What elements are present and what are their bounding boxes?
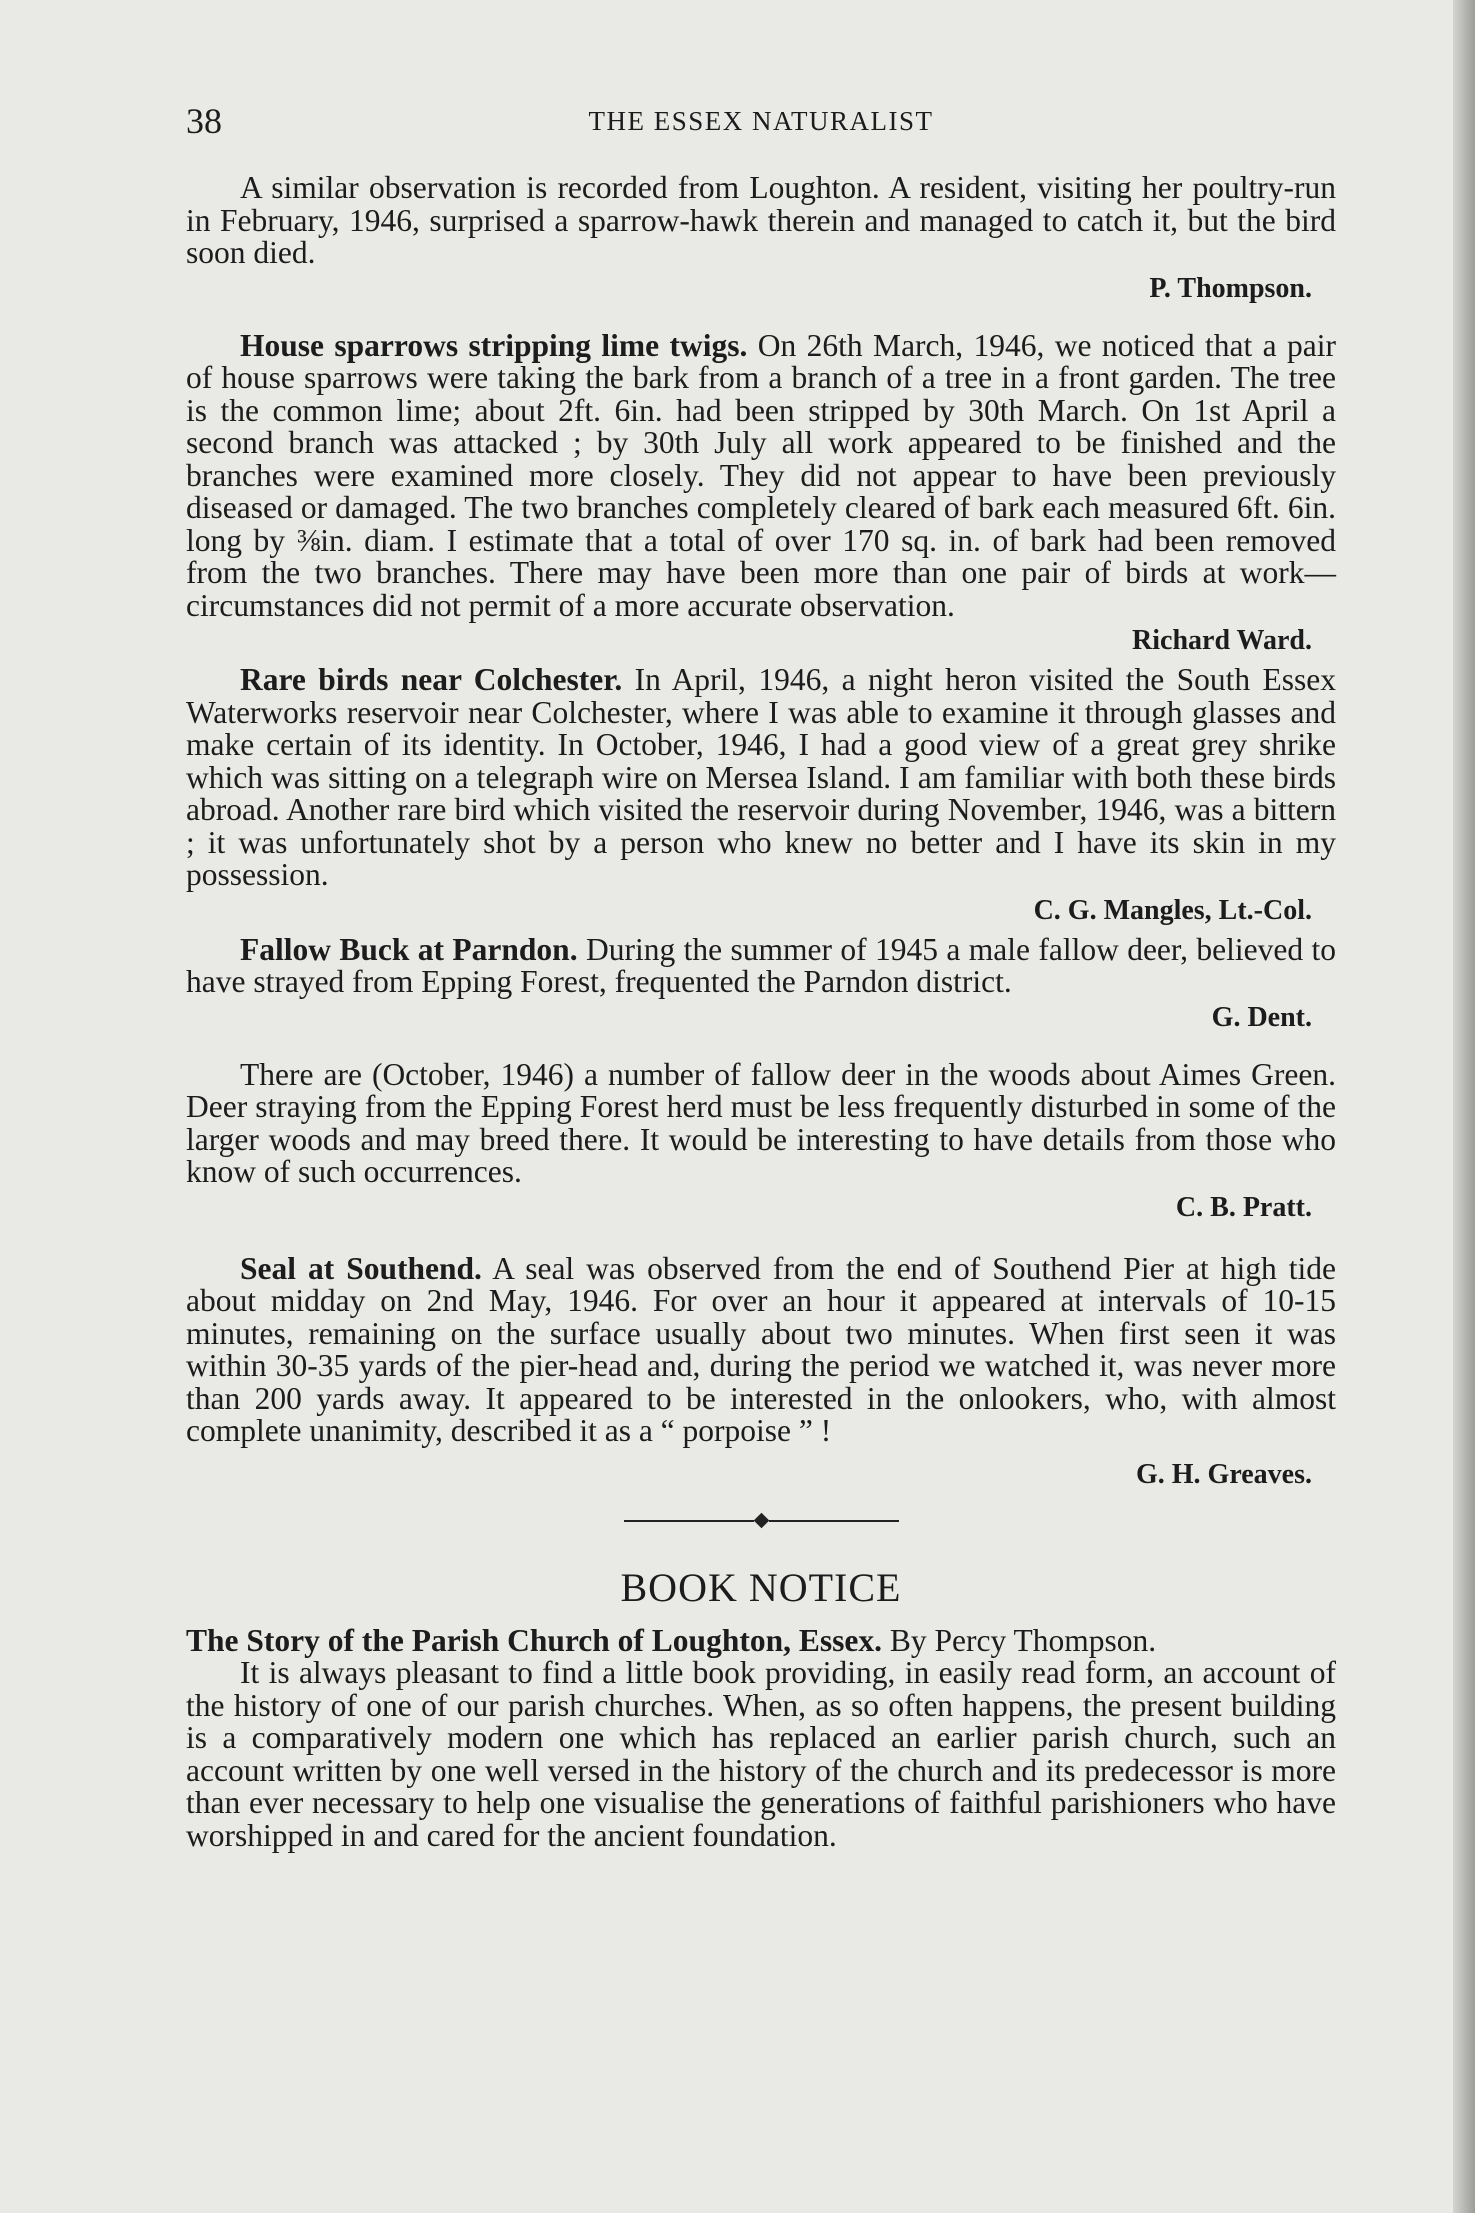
- note-text: In April, 1946, a night heron visited the South Essex Waterworks reservoir near Colchester, where I was able to examine it through glasses and make certain of its identity. In October, 1946, I had a good view of a great grey shrike which was sitting on a telegraph wire on Mersea Island. I am familiar with both these birds abroad. Another rare bird which visited the reservoir during November, 1946, was a bittern ; it was unfortunately shot by a person who knew no better and I have its skin in my possession.: [186, 662, 1336, 892]
- note-heading: Rare birds near Colchester.: [240, 662, 623, 697]
- diamond-ornament-icon: [753, 1513, 769, 1529]
- note-text: A similar observation is recorded from Loughton. A resident, visiting her poultry-run in February, 1946, surprised a sparrow-hawk therein and managed to catch it, but the bird soon died.: [186, 170, 1336, 270]
- divider-line: [624, 1520, 754, 1522]
- note-paragraph: [186, 1056, 1336, 1189]
- book-title: The Story of the Parish Church of Loughton, Essex.: [186, 1622, 882, 1658]
- note-house-sparrows: [186, 327, 1336, 659]
- book-notice-heading: BOOK NOTICE: [620, 1564, 902, 1610]
- note-heading: Fallow Buck at Parndon.: [240, 931, 578, 967]
- note-heading: House sparrows stripping lime twigs.: [240, 327, 748, 363]
- book-notice-paragraph: It is always pleasant to find a little book providing, in easily read form, an account of the history of one of our parish churches. When, as so often happens, the present building is a comparatively modern one which has replaced an earlier parish church, such an account written by one well versed in the history of the church and its predecessor is more than ever necessary to help one visualise the generations of faithful parishioners who have worshipped in and cared for the ancient foundation.: [186, 1655, 1336, 1853]
- book-notice: [186, 1622, 1336, 1853]
- note-loughton-sparrow-hawk: [186, 172, 1336, 306]
- note-paragraph: [186, 1250, 1337, 1448]
- note-text: On 26th March, 1946, we noticed that a pair of house sparrows were taking the bark from a branch of a tree in a front garden. The tree is the common lime; about 2ft. 6in. had been stripped by 30th March. On 1st April a second branch was attacked ; by 30th July all work appeared to be finished and the branches were examined more closely. They did not appear to have been previously diseased or damaged. The two branches completely cleared of bark each measured 6ft. 6in. long by ⅜in. diam. I estimate that a total of over 170 sq. in. of bark had been removed from the two branches. There may have been more than one pair of birds at work—circumstances did not permit of a more accurate observation.: [186, 327, 1336, 623]
- note-paragraph: [186, 327, 1336, 623]
- note-heading: Seal at Southend.: [240, 1250, 482, 1286]
- running-head: [186, 100, 1336, 150]
- note-signature: C. G. Mangles, Lt.-Col.: [1033, 894, 1312, 926]
- journal-page: [186, 100, 1336, 1852]
- book-notice-citation: [186, 1622, 1336, 1658]
- note-signature: C. B. Pratt.: [1175, 1191, 1312, 1223]
- note-seal-southend: [186, 1250, 1337, 1492]
- note-signature: P. Thompson.: [1149, 272, 1312, 304]
- divider-line: [769, 1520, 899, 1522]
- running-title: THE ESSEX NATURALIST: [588, 106, 934, 136]
- note-paragraph: [186, 931, 1336, 999]
- page-edge-shadow: [1453, 0, 1475, 2213]
- note-paragraph: [186, 664, 1336, 892]
- note-text: During the summer of 1945 a male fallow deer, believed to have strayed from Epping Forest, frequented the Parndon district.: [186, 931, 1336, 999]
- note-fallow-buck: [186, 931, 1336, 1035]
- section-divider: [186, 1506, 1336, 1536]
- note-signature: G. H. Greaves.: [1135, 1458, 1312, 1490]
- note-text: A seal was observed from the end of Southend Pier at high tide about midday on 2nd May, 1946. For over an hour it appeared at intervals of 10-15 minutes, remaining on the surface usually about two minutes. When first seen it was within 30-35 yards of the pier-head and, during the period we watched it, was never more than 200 yards away. It appeared to be interested in the onlookers, who, with almost complete unanimity, described it as a “ porpoise ” !: [186, 1250, 1337, 1448]
- page-number: 38: [186, 101, 222, 141]
- note-paragraph: [186, 172, 1336, 270]
- note-rare-birds: [186, 664, 1336, 928]
- note-text: There are (October, 1946) a number of fallow deer in the woods about Aimes Green. Deer straying from the Epping Forest herd must be less frequently disturbed in some of the larger woods and may breed there. It would be interesting to have details from those who know of such occurrences.: [186, 1056, 1336, 1189]
- note-signature: G. Dent.: [1211, 1001, 1312, 1033]
- book-author: By Percy Thompson.: [881, 1622, 1157, 1658]
- note-signature: Richard Ward.: [1132, 625, 1312, 656]
- note-fallow-deer-aimes-green: [186, 1056, 1336, 1225]
